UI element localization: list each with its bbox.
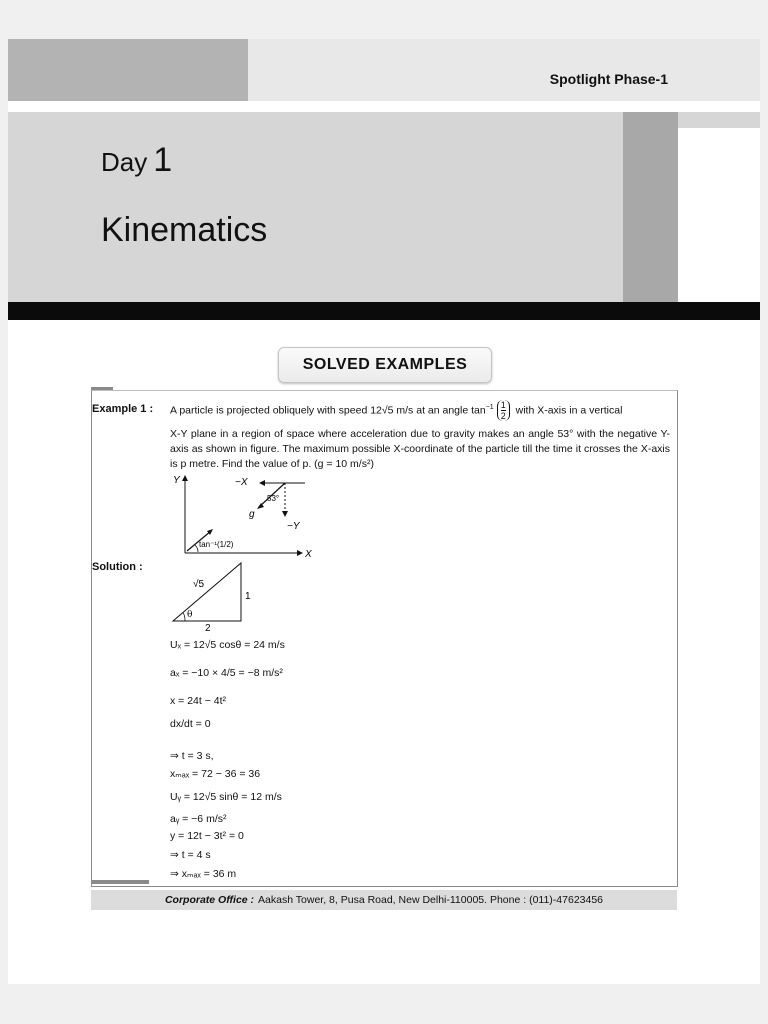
title-strip: [678, 112, 760, 128]
solved-examples-heading: SOLVED EXAMPLES: [278, 347, 492, 383]
document-page: [8, 39, 760, 984]
header-dark-block: [8, 39, 248, 101]
example-line-1a: A particle is projected obliquely with speed 12√5 m/s at an angle tan: [170, 404, 486, 417]
neg-x-arrow: [259, 480, 265, 486]
solution-step: aᵧ = −6 m/s²: [170, 813, 227, 825]
example-body: X-Y plane in a region of space where acceleration due to gravity makes an angle 53° with the negative Y-axis as shown in figure. The maximum possible X-coordinate of the particle till the time it crosses the X-axis is p metre. Find the value of p. (g = 10 m/s²): [170, 428, 670, 470]
neg-x-label: −X: [235, 477, 248, 488]
launch-angle-label: tan⁻¹(1/2): [199, 540, 234, 549]
y-axis-label: Y: [173, 475, 180, 486]
theta-label: θ: [187, 610, 193, 620]
frac-num: 1: [500, 400, 506, 411]
divider-bar: [8, 302, 760, 320]
frac-den: 2: [500, 411, 506, 422]
theta-arc: [183, 613, 185, 621]
solution-step: x = 24t − 4t²: [170, 695, 227, 707]
triangle-figure: [165, 559, 265, 633]
solution-step: ⇒ t = 3 s,: [170, 750, 214, 762]
series-label: Spotlight Phase-1: [549, 71, 668, 87]
gravity-angle-label: 53°: [267, 494, 280, 503]
footer-label: Corporate Office :: [164, 894, 255, 906]
y-axis-arrow: [182, 475, 188, 481]
example-line-1b: with X-axis in a vertical: [515, 404, 623, 417]
day-word: Day: [101, 147, 148, 177]
neg-y-label: −Y: [287, 521, 300, 532]
solution-step: ⇒ xₘₐₓ = 36 m: [170, 868, 237, 880]
fraction: [497, 400, 510, 421]
box-tab-bottom: [91, 880, 149, 884]
day-heading: [101, 141, 172, 180]
example-line-1: A particle is projected obliquely with speed 12√5 m/s at an angle $\tan^{-1}$ $\frac{1}{2}$ with X-axis in a vertical: [170, 400, 623, 422]
side-label: 1: [245, 591, 251, 602]
launch-angle-arc: [195, 545, 198, 552]
solution-step: ⇒ t = 4 s: [170, 849, 211, 861]
solution-step: y = 12t − 3t² = 0: [170, 830, 244, 842]
title-side-block: [623, 112, 678, 302]
solution-label: Solution :: [92, 561, 143, 573]
day-number: 1: [153, 141, 173, 179]
gravity-label: g: [249, 509, 255, 520]
triangle-shape: [173, 563, 241, 621]
footer-text: Aakash Tower, 8, Pusa Road, New Delhi-110005. Phone : (011)-47623456: [258, 894, 604, 906]
example-label: Example 1 :: [92, 403, 154, 415]
solution-step: Uᵧ = 12√5 sinθ = 12 m/s: [170, 791, 282, 803]
hypotenuse-label: √5: [193, 579, 205, 590]
solution-step: xₘₐₓ = 72 − 36 = 36: [170, 768, 261, 780]
x-axis-arrow: [297, 550, 303, 556]
base-label: 2: [205, 623, 211, 633]
neg-y-arrow: [282, 511, 288, 517]
x-axis-label: X: [305, 549, 312, 559]
solution-step: Uₓ = 12√5 cosθ = 24 m/s: [170, 639, 285, 651]
solution-step: aₓ = −10 × 4/5 = −8 m/s²: [170, 667, 283, 679]
solution-step: dx/dt = 0: [170, 718, 211, 730]
topic-title: Kinematics: [101, 211, 268, 249]
footer-bar: [91, 890, 677, 910]
projectile-figure: [165, 473, 325, 559]
